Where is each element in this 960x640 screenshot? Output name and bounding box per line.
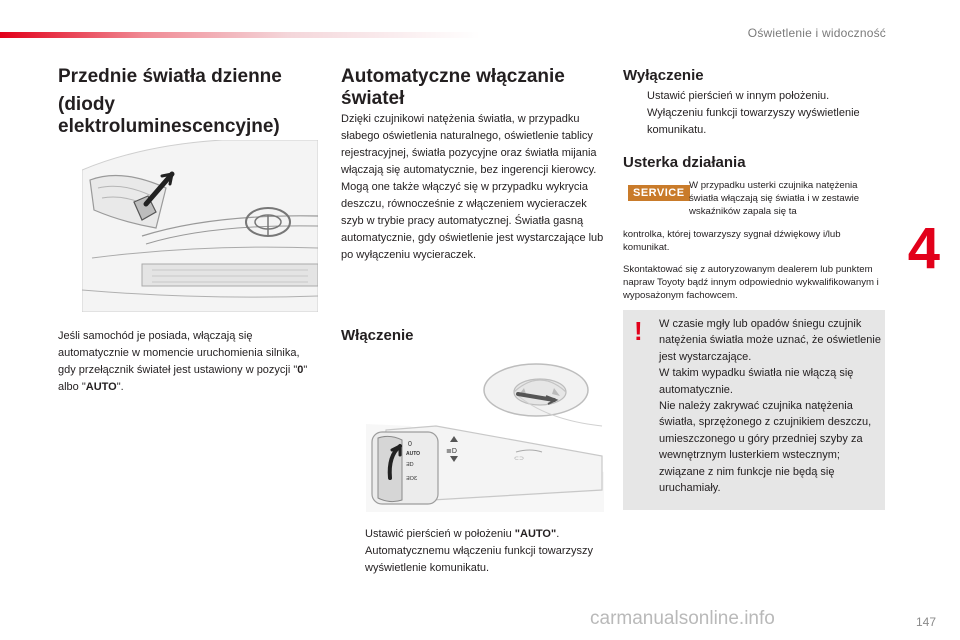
drl-title-line2: (diody: [58, 94, 115, 115]
header-accent-bar: [0, 32, 480, 38]
svg-text:⊂⊃: ⊂⊃: [514, 456, 525, 462]
light-stalk-illustration: [366, 360, 604, 512]
switch-on-auto-label: "AUTO": [514, 528, 557, 540]
fault-text-part1: [689, 179, 885, 218]
auto-lights-heading: [341, 66, 603, 110]
fault-text-3: Skontaktować się z autoryzowanym dealerem lub punktem napraw Toyoty bądź innym odpowiednio wykwalifikowanym i wyposażonym fachowcem.: [623, 264, 879, 301]
auto-lights-text: Dzięki czujnikowi natężenia światła, w przypadku słabego oświetlenia naturalnego, oświetlenie tablicy rejestracyjnej, światła pozycyjne oraz światła mijania włączają się automatycznie, bez ingerencji kierowcy. Mogą one także włączyć się w przypadku wykrycia deszczu, równocześnie z włączeniem wycieraczek szyb w trybie pracy automatycznej. Światła gasną automatycznie, gdy oświetlenie jest wystarczające lub po wyłączeniu wycieraczek.: [341, 113, 604, 261]
warning-line-1: W czasie mgły lub opadów śniegu czujnik natężenia światła może uznać, że oświetlenie jest wystarczające.: [659, 318, 881, 363]
drl-description: [58, 328, 313, 396]
fault-title: Usterka działania: [623, 154, 746, 171]
chapter-tab-number: 4: [907, 216, 940, 281]
switch-on-text-1: Ustawić pierścień w położeniu: [365, 528, 515, 540]
fault-text-1: W przypadku usterki czujnika natężenia światła włączają się światła i w zestawie wskaźników zapala się ta: [689, 180, 860, 217]
drl-text-1: Jeśli samochód je posiada, włączają się automatycznie w momencie uruchomienia silnika, gdy przełącznik świateł jest ustawiony w pozycji ": [58, 330, 300, 376]
warning-line-2: W takim wypadku światła nie włączą się automatycznie.: [659, 367, 854, 396]
drl-text-3: ".: [116, 381, 124, 393]
warning-box: [623, 310, 885, 510]
drl-heading: [58, 66, 318, 138]
page-number: 147: [915, 615, 936, 629]
switch-off-bullet: [623, 88, 885, 139]
switch-off-text: Ustawić pierścień w innym położeniu. Wyłączeniu funkcji towarzyszy wyświetlenie komunikatu.: [647, 90, 860, 136]
svg-text:≣D: ≣D: [446, 448, 457, 455]
warning-text: [659, 316, 881, 496]
stalk-label-auto: AUTO: [406, 451, 421, 457]
drl-title-line1: Przednie światła dzienne: [58, 66, 282, 87]
stalk-label-2: ƎOƐ: [406, 476, 418, 482]
fault-text-part2: [623, 228, 885, 302]
switch-on-title: Włączenie: [341, 327, 414, 344]
chapter-title: Oświetlenie i widoczność: [747, 26, 886, 40]
auto-lights-title-line2: świateł: [341, 88, 405, 109]
service-icon: SERVICE: [628, 185, 690, 201]
bullet-marker: [341, 526, 365, 577]
auto-lights-description: [341, 111, 606, 264]
switch-on-text-2: . Automatycznemu włączeniu funkcji towarzyszy wyświetlenie komunikatu.: [365, 528, 594, 574]
stalk-label-1: ƎD: [406, 462, 414, 468]
drl-text-position-0: 0: [297, 364, 304, 376]
stalk-label-0: 0: [408, 441, 412, 448]
warning-line-3: Nie należy zakrywać czujnika natężenia światła, sprzężonego z czujnikiem deszczu, umieszczonego u góry przedniej szyby za wewnętrznym lusterkiem wstecznym; związane z nim funkcje nie będą się uruchamiały.: [659, 400, 872, 495]
fault-text-2: kontrolka, której towarzyszy sygnał dźwiękowy i/lub komunikat.: [623, 229, 841, 253]
auto-lights-title-line1: Automatyczne włączanie: [341, 66, 565, 87]
switch-off-title: Wyłączenie: [623, 67, 704, 84]
warning-exclamation-icon: !: [634, 316, 643, 346]
watermark: carmanualsonline.info: [590, 608, 775, 629]
service-warning-light: [628, 183, 690, 201]
bullet-marker: [623, 88, 647, 139]
car-front-illustration: [82, 140, 318, 312]
drl-text-position-auto: AUTO: [85, 381, 117, 393]
switch-on-bullet: [341, 526, 604, 577]
drl-text-2: " albo ": [58, 364, 308, 393]
drl-title-line3: elektroluminescencyjne): [58, 116, 280, 137]
